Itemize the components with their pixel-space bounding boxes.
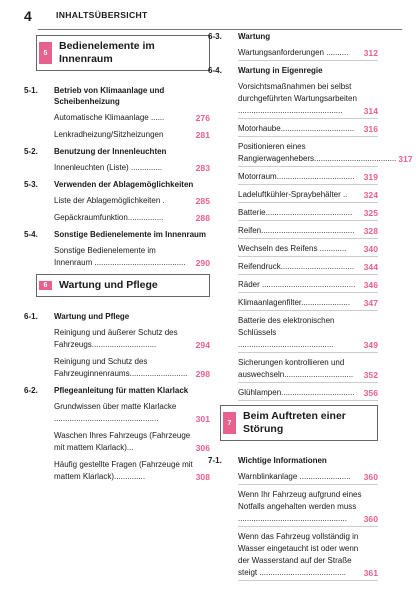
chapter-heading: [208, 65, 378, 76]
toc-entry[interactable]: [238, 261, 378, 275]
chapter-title: Benutzung der Innenleuchten: [54, 147, 167, 156]
toc-page-number[interactable]: 306: [195, 443, 210, 453]
chapter-heading: [24, 179, 210, 190]
toc-entry-text: Motorraum...................................: [238, 172, 355, 181]
toc-entry-text: Ladeluftkühler-Spraybehälter ..: [238, 190, 348, 199]
page-header: [0, 0, 416, 30]
toc-entry[interactable]: [238, 387, 378, 401]
chapter-number: 6-1.: [24, 312, 38, 321]
chapter-title: Betrieb von Klimaanlage und Scheibenheizung: [54, 86, 165, 106]
toc-entry-text: Sonstige Bedienelemente im Innenraum .........................................: [54, 246, 186, 267]
toc-entry-text: Räder ..........................................: [238, 280, 356, 289]
toc-entry-text: Klimaanlagenfilter......................: [238, 298, 351, 307]
toc-page-number[interactable]: 276: [195, 113, 210, 123]
toc-entry[interactable]: [238, 171, 378, 185]
toc-page-number[interactable]: 340: [363, 244, 378, 254]
toc-page-number[interactable]: 360: [363, 472, 378, 482]
toc-entry[interactable]: [238, 531, 378, 581]
toc-entry[interactable]: [54, 129, 210, 141]
section-header-7: [220, 405, 378, 441]
toc-entry-text: Liste der Ablagemöglichkeiten .: [54, 196, 165, 205]
toc-entry[interactable]: [54, 212, 210, 224]
chapter-number: 6-2.: [24, 386, 38, 395]
toc-entry[interactable]: [238, 123, 378, 137]
toc-page-number[interactable]: 360: [363, 514, 378, 524]
chapter-title: Wichtige Informationen: [238, 456, 327, 465]
chapter-number: 6-4.: [208, 66, 222, 75]
chapter-number: 6-3.: [208, 32, 222, 41]
toc-entry[interactable]: [238, 315, 378, 353]
section-header-5: [36, 35, 210, 71]
toc-page-number[interactable]: 283: [195, 163, 210, 173]
toc-page-number[interactable]: 356: [363, 388, 378, 398]
toc-entry-text: Wenn das Fahrzeug vollständig in Wasser eingetaucht ist oder wenn der Wasserstand auf der Straße steigt .......................................: [238, 532, 359, 577]
chapter-title: Wartung und Pflege: [54, 312, 130, 321]
toc-entry[interactable]: [54, 195, 210, 207]
toc-entry[interactable]: [238, 471, 378, 485]
toc-entry-text: Wenn Ihr Fahrzeug aufgrund eines Notfalls angehalten werden muss .................................................: [238, 490, 362, 523]
toc-page-number[interactable]: 328: [363, 226, 378, 236]
toc-page-number[interactable]: 352: [363, 370, 378, 380]
chapter-number: 5-1.: [24, 86, 38, 95]
toc-entry[interactable]: [238, 297, 378, 311]
toc-entry-text: Wartungsanforderungen ..........: [238, 48, 349, 57]
toc-entry[interactable]: [238, 207, 378, 221]
toc-page-number[interactable]: 294: [195, 340, 210, 350]
toc-entry[interactable]: [54, 401, 210, 425]
toc-page-number[interactable]: 288: [195, 213, 210, 223]
toc-entry-text: Glühlampen.................................: [238, 388, 355, 397]
toc-entry-text: Vorsichtsmaßnahmen bei selbst durchgeführten Wartungsarbeiten ...............................................: [238, 82, 357, 115]
toc-entry[interactable]: [54, 430, 210, 454]
toc-entry[interactable]: [238, 357, 378, 383]
chapter-title: Wartung: [238, 32, 271, 41]
toc-page-number[interactable]: 349: [363, 340, 378, 350]
toc-entry[interactable]: [238, 81, 378, 119]
toc-page-number[interactable]: 290: [195, 258, 210, 268]
toc-entry[interactable]: [238, 243, 378, 257]
section-header-6: [36, 274, 210, 297]
toc-entry-text: Positionieren eines Rangierwagenhebers.....................................: [238, 142, 397, 163]
toc-page-number[interactable]: 346: [363, 280, 378, 290]
toc-entry[interactable]: [54, 327, 210, 351]
toc-entry[interactable]: [238, 225, 378, 239]
toc-entry-text: Gepäckraumfunktion................: [54, 213, 164, 222]
toc-entry[interactable]: [238, 141, 413, 167]
toc-page-number[interactable]: 308: [195, 472, 210, 482]
toc-page-number[interactable]: 285: [195, 196, 210, 206]
chapter-heading: [24, 311, 210, 322]
toc-entry[interactable]: [54, 459, 210, 483]
toc-entry[interactable]: [238, 489, 378, 527]
toc-page-number[interactable]: 325: [363, 208, 378, 218]
toc-page-number[interactable]: 312: [363, 48, 378, 58]
toc-entry[interactable]: [54, 112, 210, 124]
chapter-title: Sonstige Bedienelemente im Innenraum: [54, 230, 207, 239]
toc-page-number[interactable]: 317: [398, 154, 413, 164]
section-title: Wartung und Pflege: [59, 279, 158, 291]
chapter-heading: [24, 385, 210, 396]
toc-entry-text: Batterie des elektronischen Schlüssels ...........................................: [238, 316, 335, 349]
page-number: 4: [24, 8, 32, 24]
toc-entry-text: Automatische Klimaanlage ......: [54, 113, 165, 122]
toc-entry[interactable]: [54, 162, 210, 174]
header-rule: [38, 29, 402, 30]
section-number-tab: 5: [39, 42, 52, 64]
toc-page-number[interactable]: 344: [363, 262, 378, 272]
chapter-title: Pflegeanleitung für matten Klarlack: [54, 386, 189, 395]
chapter-number: 5-4.: [24, 230, 38, 239]
toc-entry-text: Grundwissen über matte Klarlacke ...............................................: [54, 402, 177, 423]
toc-entry-text: Sicherungen kontrollieren und auswechseln...............................: [238, 358, 354, 379]
toc-entry[interactable]: [238, 279, 378, 293]
toc-entry-text: Lenkradheizung/Sitzheizungen: [54, 130, 164, 139]
toc-entry[interactable]: [54, 245, 210, 269]
toc-entry[interactable]: [54, 356, 210, 380]
toc-page-number[interactable]: 347: [363, 298, 378, 308]
toc-page-number[interactable]: 281: [195, 130, 210, 140]
chapter-heading: [24, 146, 210, 157]
toc-entry-text: Reifen..........................................: [238, 226, 355, 235]
section-number-tab: 6: [39, 281, 52, 290]
toc-page-number[interactable]: 319: [363, 172, 378, 182]
section-title: Bedienelemente im Innenraum: [59, 40, 155, 65]
chapter-heading: [24, 85, 210, 107]
toc-entry-text: Batterie.......................................: [238, 208, 353, 217]
section-number-tab: 7: [223, 412, 236, 434]
toc-page-number[interactable]: 316: [363, 124, 378, 134]
toc-entry-text: Reinigung und äußerer Schutz des Fahrzeugs.............................: [54, 328, 178, 349]
chapter-heading: [24, 229, 210, 240]
left-column: [24, 31, 210, 488]
toc-entry-text: Innenleuchten (Liste) ..............: [54, 163, 163, 172]
toc-page-number[interactable]: 314: [363, 106, 378, 116]
toc-entry-text: Reinigung und Schutz des Fahrzeuginnenraums..........................: [54, 357, 188, 378]
page-title: INHALTSÜBERSICHT: [56, 10, 148, 20]
toc-entry-text: Häufig gestellte Fragen (Fahrzeuge mit mattem Klarlack)..............: [54, 460, 193, 481]
chapter-title: Wartung in Eigenregie: [238, 66, 323, 75]
chapter-heading: [208, 31, 378, 42]
chapter-title: Verwenden der Ablagemöglichkeiten: [54, 180, 194, 189]
section-title: Beim Auftreten einer Störung: [243, 410, 346, 435]
toc-entry-text: Motorhaube.................................: [238, 124, 355, 133]
chapter-heading: [208, 455, 378, 466]
toc-page-number[interactable]: 301: [195, 414, 210, 424]
toc-entry-text: Wechseln des Reifens ............: [238, 244, 347, 253]
toc-entry-text: Waschen Ihres Fahrzeugs (Fahrzeuge mit mattem Klarlack)...: [54, 431, 191, 452]
toc-page-number[interactable]: 324: [363, 190, 378, 200]
toc-entry[interactable]: [238, 47, 378, 61]
right-column: [208, 31, 413, 585]
toc-page-number[interactable]: 298: [195, 369, 210, 379]
toc-page-number[interactable]: 361: [363, 568, 378, 578]
toc-entry-text: Reifendruck.................................: [238, 262, 355, 271]
toc-entry[interactable]: [238, 189, 378, 203]
chapter-number: 5-3.: [24, 180, 38, 189]
chapter-number: 5-2.: [24, 147, 38, 156]
chapter-number: 7-1.: [208, 456, 222, 465]
toc-entry-text: Warnblinkanlage .......................: [238, 472, 351, 481]
